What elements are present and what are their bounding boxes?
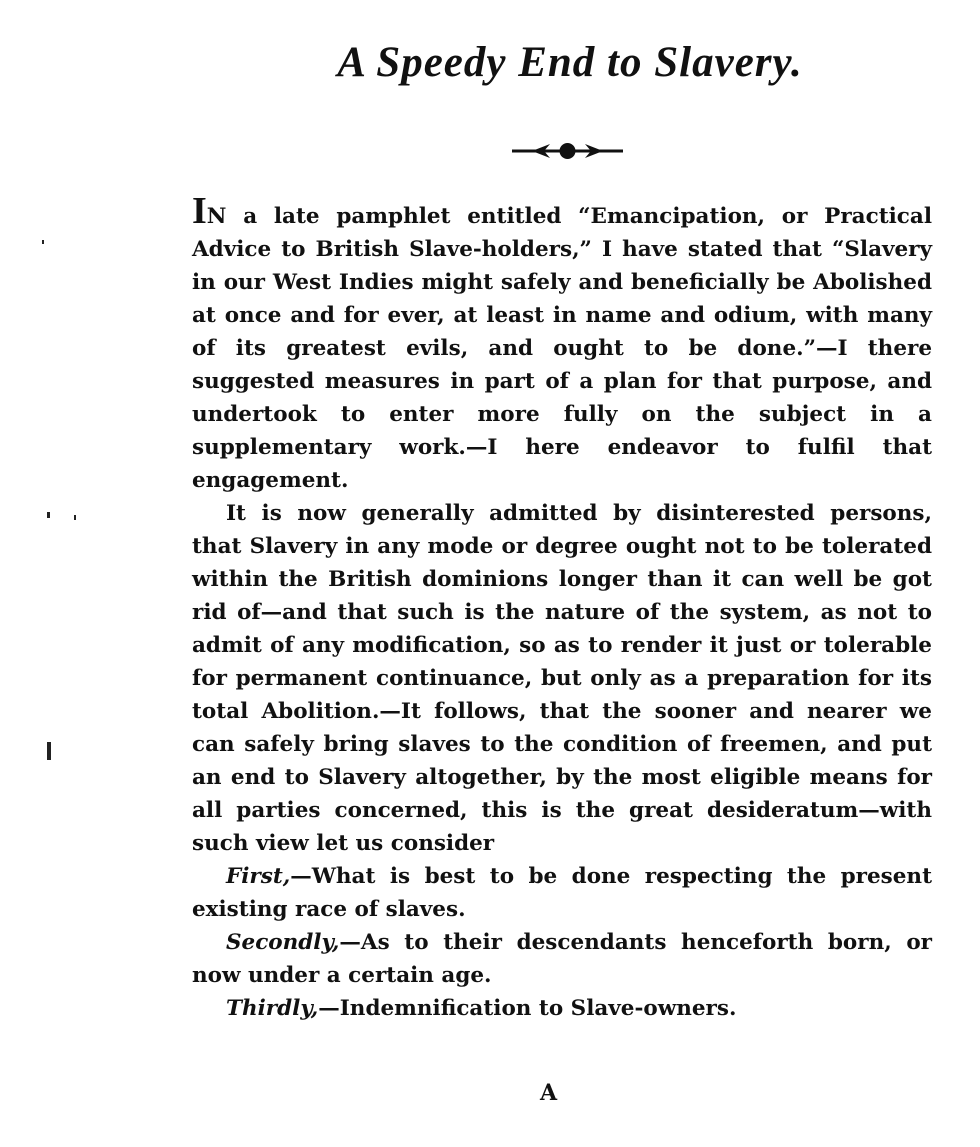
- paragraph-lead: Thirdly,: [226, 996, 319, 1021]
- paragraph-text: —As to their descendants henceforth born, or now under a certain age.: [192, 930, 932, 988]
- paragraph-lead: Secondly,: [226, 930, 340, 955]
- paragraph-text: —Indemnification to Slave-owners.: [318, 996, 737, 1021]
- paragraph-text: N a late pamphlet entitled “Emancipation, or Practical Advice to British Slave-holders,” I have stated that “Slavery in our West Indies might safely and beneficially be Abolished at once and for ever, at least in name and odium, with many of its greatest evils, and ought to be done.”—I there suggested measures in part of a plan for that purpose, and undertook to enter more fully on the subject in a supplementary work.—I here endeavor to fulfil that engagement.: [192, 204, 932, 493]
- paragraph-lead: First,: [226, 864, 291, 889]
- paragraph-intro: [192, 190, 932, 497]
- paragraph-text: It is now generally admitted by disinterested persons, that Slavery in any mode or degree ought not to be tolerated within the British dominions longer than it can well be got rid of—and that such is the nature of the system, as not to admit of any modification, so as to render it just or tolerable for permanent continuance, but only as a preparation for its total Abolition.—It follows, that the sooner and nearer we can safely bring slaves to the condition of freemen, and put an end to Slavery altogether, by the most eligible means for all parties concerned, this is the great desideratum—with such view let us consider: [192, 501, 932, 856]
- paragraph-first: [192, 860, 932, 926]
- margin-speck: [47, 512, 50, 518]
- margin-speck: [47, 742, 51, 760]
- paragraph-thirdly: [192, 992, 932, 1025]
- decorative-rule-ornament: [510, 138, 625, 164]
- drop-cap: I: [192, 190, 207, 232]
- margin-speck: [42, 240, 44, 244]
- body-text: [192, 190, 932, 1025]
- paragraph-secondly: [192, 926, 932, 992]
- catchword: A: [540, 1080, 558, 1106]
- paragraph-argument: [192, 497, 932, 860]
- paragraph-text: —What is best to be done respecting the present existing race of slaves.: [192, 864, 932, 922]
- page-title: A Speedy End to Slavery.: [337, 39, 803, 86]
- margin-speck: [74, 515, 76, 520]
